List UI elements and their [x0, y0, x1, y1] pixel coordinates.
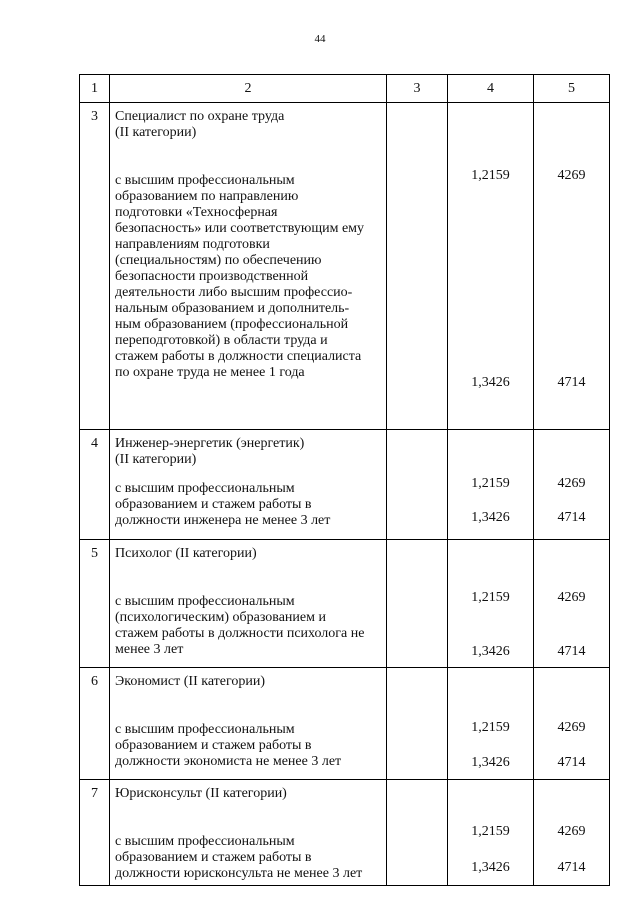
row-number-cell	[80, 430, 110, 540]
empty-cell	[387, 668, 448, 780]
position-cell	[110, 103, 387, 430]
coefficient-cell-value-2: 1,3426	[471, 510, 510, 525]
salary-table	[79, 74, 610, 886]
row-number-cell	[80, 103, 110, 430]
coefficient-cell	[448, 780, 534, 886]
column-header-2: 2	[110, 75, 387, 103]
row-number: 7	[91, 786, 98, 801]
salary-cell	[534, 540, 610, 668]
page-number: 44	[314, 33, 326, 45]
coefficient-cell-value-2: 1,3426	[471, 755, 510, 770]
position-title: Специалист по охране труда (II категории)	[115, 109, 285, 140]
salary-cell-value-2: 4714	[557, 755, 586, 770]
salary-cell	[534, 780, 610, 886]
row-number-cell	[80, 668, 110, 780]
column-header-5: 5	[534, 75, 610, 103]
position-requirements: с высшим профессиональным образованием и стажем работы в должности инженера не менее 3 лет	[115, 481, 331, 528]
position-title: Инженер-энергетик (энергетик) (II категории)	[115, 436, 305, 467]
position-requirements: с высшим профессиональным образованием по направлению подготовки «Техносферная безопасность» или соответствующим ему направлениям подготовки (специальностям) по обеспечению безопасности производственной деятельности либо высшим профессио- нальным образованием и дополнитель- ным образованием (профессиональной переподготовкой) в области труда и стажем работы в должности специалиста по охране труда не менее 1 года	[115, 173, 365, 380]
coefficient-cell-value-1: 1,2159	[471, 168, 510, 183]
position-title: Экономист (II категории)	[115, 674, 266, 689]
row-number-cell	[80, 540, 110, 668]
coefficient-cell	[448, 430, 534, 540]
row-number-cell	[80, 780, 110, 886]
position-cell	[110, 430, 387, 540]
salary-cell-value-2: 4714	[557, 860, 586, 875]
salary-cell	[534, 668, 610, 780]
position-cell	[110, 780, 387, 886]
salary-cell	[534, 103, 610, 430]
salary-cell-value-1: 4269	[557, 476, 586, 491]
coefficient-cell	[448, 668, 534, 780]
empty-cell	[387, 780, 448, 886]
position-requirements: с высшим профессиональным образованием и стажем работы в должности юрисконсульта не менее 3 лет	[115, 834, 363, 881]
salary-cell-value-1: 4269	[557, 590, 586, 605]
column-header-1: 1	[80, 75, 110, 103]
table-row	[80, 430, 610, 540]
table-header-row	[80, 75, 610, 103]
salary-cell-value-1: 4269	[557, 168, 586, 183]
row-number: 3	[91, 109, 98, 124]
position-requirements: с высшим профессиональным (психологическим) образованием и стажем работы в должности психолога не менее 3 лет	[115, 594, 365, 657]
coefficient-cell	[448, 103, 534, 430]
position-cell	[110, 668, 387, 780]
row-number: 4	[91, 436, 98, 451]
position-cell	[110, 540, 387, 668]
table-row	[80, 103, 610, 430]
table-row	[80, 780, 610, 886]
salary-cell	[534, 430, 610, 540]
position-requirements: с высшим профессиональным образованием и стажем работы в должности экономиста не менее 3 лет	[115, 722, 342, 769]
column-header-3: 3	[387, 75, 448, 103]
coefficient-cell-value-2: 1,3426	[471, 375, 510, 390]
salary-cell-value-1: 4269	[557, 824, 586, 839]
position-title: Юрисконсульт (II категории)	[115, 786, 287, 801]
table-row	[80, 668, 610, 780]
coefficient-cell-value-2: 1,3426	[471, 860, 510, 875]
row-number: 6	[91, 674, 98, 689]
empty-cell	[387, 540, 448, 668]
row-number: 5	[91, 546, 98, 561]
position-title: Психолог (II категории)	[115, 546, 257, 561]
empty-cell	[387, 430, 448, 540]
coefficient-cell-value-2: 1,3426	[471, 644, 510, 659]
coefficient-cell	[448, 540, 534, 668]
empty-cell	[387, 103, 448, 430]
table-row	[80, 540, 610, 668]
salary-cell-value-2: 4714	[557, 644, 586, 659]
salary-cell-value-2: 4714	[557, 375, 586, 390]
coefficient-cell-value-1: 1,2159	[471, 476, 510, 491]
salary-cell-value-2: 4714	[557, 510, 586, 525]
coefficient-cell-value-1: 1,2159	[471, 824, 510, 839]
column-header-4: 4	[448, 75, 534, 103]
coefficient-cell-value-1: 1,2159	[471, 720, 510, 735]
salary-cell-value-1: 4269	[557, 720, 586, 735]
coefficient-cell-value-1: 1,2159	[471, 590, 510, 605]
